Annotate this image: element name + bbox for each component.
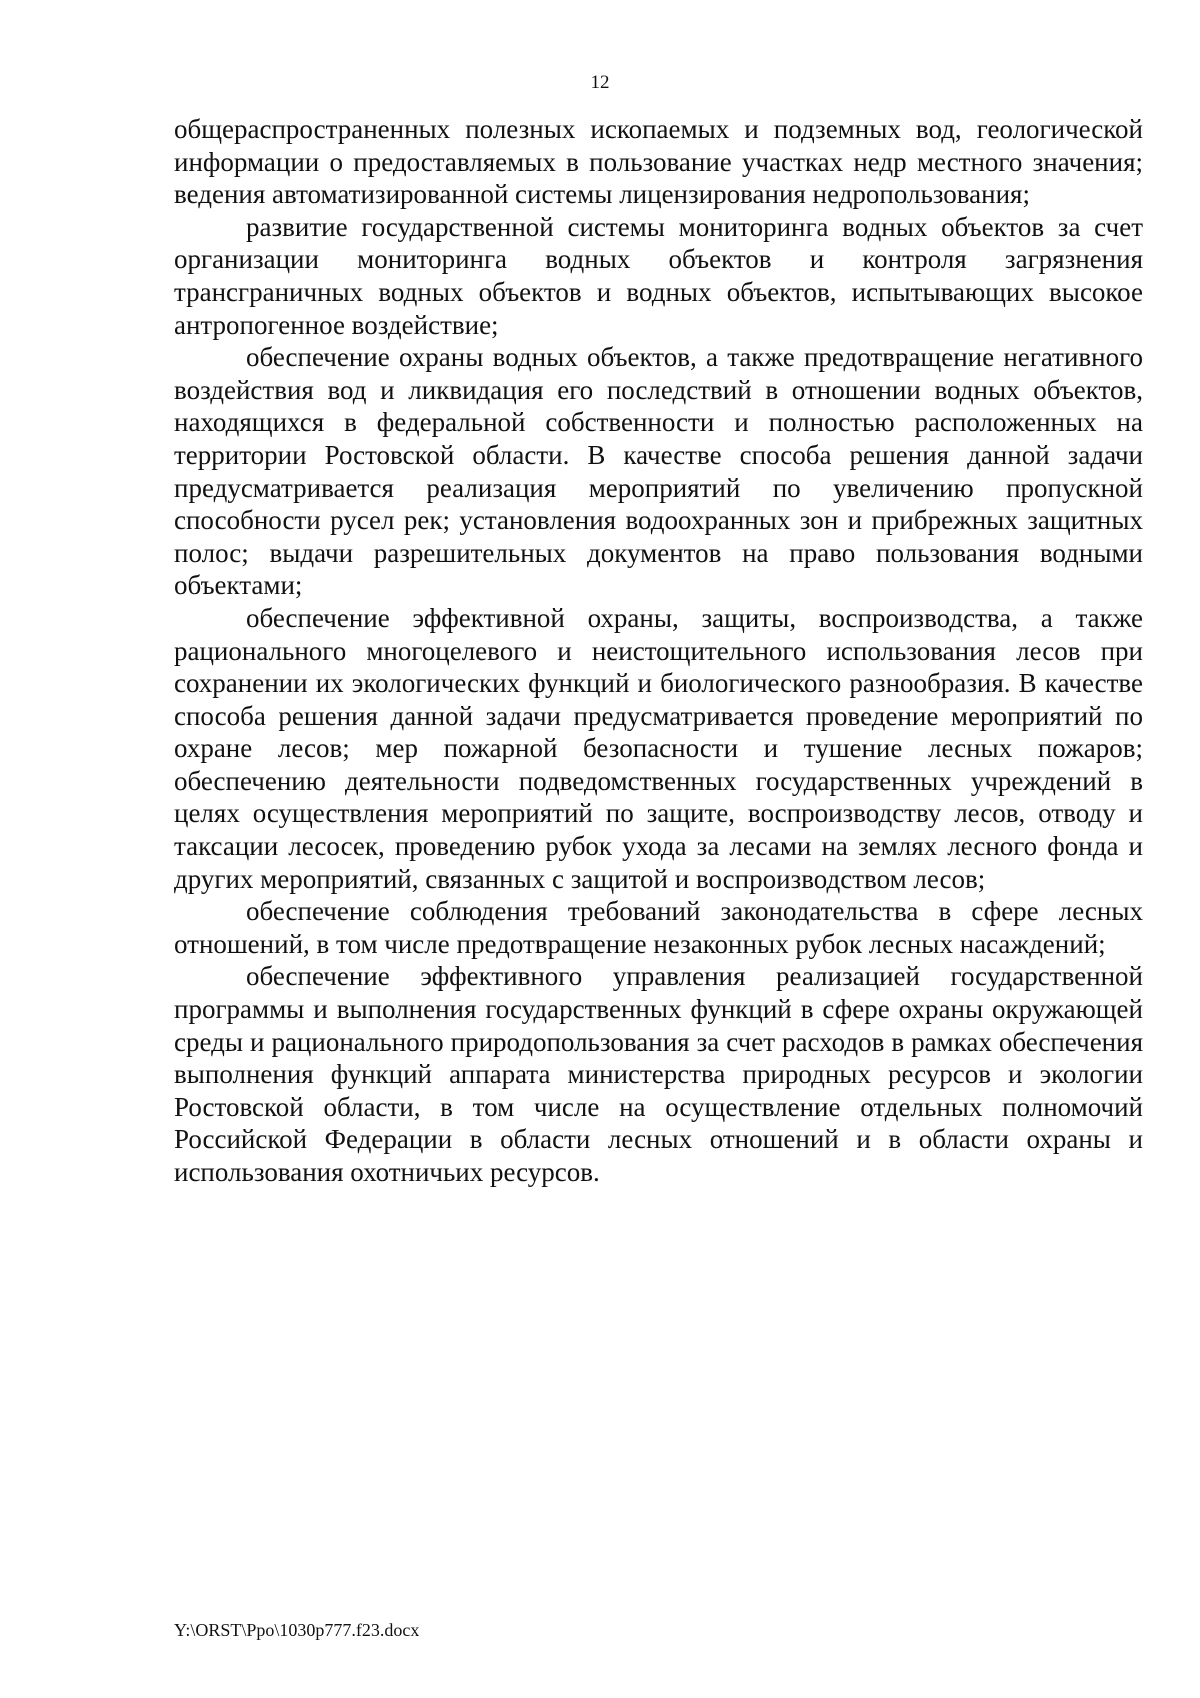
paragraph-water-monitoring: развитие государственной системы мониторинга водных объектов за счет организации мониторинга водных объектов и контроля загрязнения трансграничных водных объектов и водных объектов, испытывающих высокое антропогенное воздействие;: [174, 211, 1143, 340]
paragraph-water-protection: обеспечение охраны водных объектов, а также предотвращение негативного воздействия вод и ликвидация его последствий в отношении водных объектов, находящихся в федеральной собственности и полностью расположенных на территории Ростовской области. В качестве способа решения данной задачи предусматривается реализация мероприятий по увеличению пропускной способности русел рек; установления водоохранных зон и прибрежных защитных полос; выдачи разрешительных документов на право пользования водными объектами;: [174, 342, 1143, 601]
page-number: 12: [590, 72, 610, 93]
footer-file-path: Y:\ORST\Ppo\1030p777.f23.docx: [174, 1620, 420, 1640]
paragraph-program-management: обеспечение эффективного управления реализацией государственной программы и выполнения государственных функций в сфере охраны окружающей среды и рационального природопользования за счет расходов в рамках обеспечения выполнения функций аппарата министерства природных ресурсов и экологии Ростовской области, в том числе на осуществление отдельных полномочий Российской Федерации в области лесных отношений и в области охраны и использования охотничьих ресурсов.: [174, 961, 1143, 1187]
paragraph-forest-law-compliance: обеспечение соблюдения требований законодательства в сфере лесных отношений, в том числе предотвращение незаконных рубок лесных насаждений;: [174, 896, 1143, 959]
paragraph-forest-protection: обеспечение эффективной охраны, защиты, воспроизводства, а также рационального многоцелевого и неистощительного использования лесов при сохранении их экологических функций и биологического разнообразия. В качестве способа решения данной задачи предусматривается проведение мероприятий по охране лесов; мер пожарной безопасности и тушение лесных пожаров; обеспечению деятельности подведомственных государственных учреждений в целях осуществления мероприятий по защите, воспроизводству лесов, отводу и таксации лесосек, проведению рубок ухода за лесами на землях лесного фонда и других мероприятий, связанных с защитой и воспроизводством лесов;: [174, 602, 1143, 894]
paragraph-subsoil-info: общераспространенных полезных ископаемых и подземных вод, геологической информации о предоставляемых в пользование участках недр местного значения; ведения автоматизированной системы лицензирования недропользования;: [174, 114, 1143, 210]
document-body: [174, 113, 1143, 1189]
